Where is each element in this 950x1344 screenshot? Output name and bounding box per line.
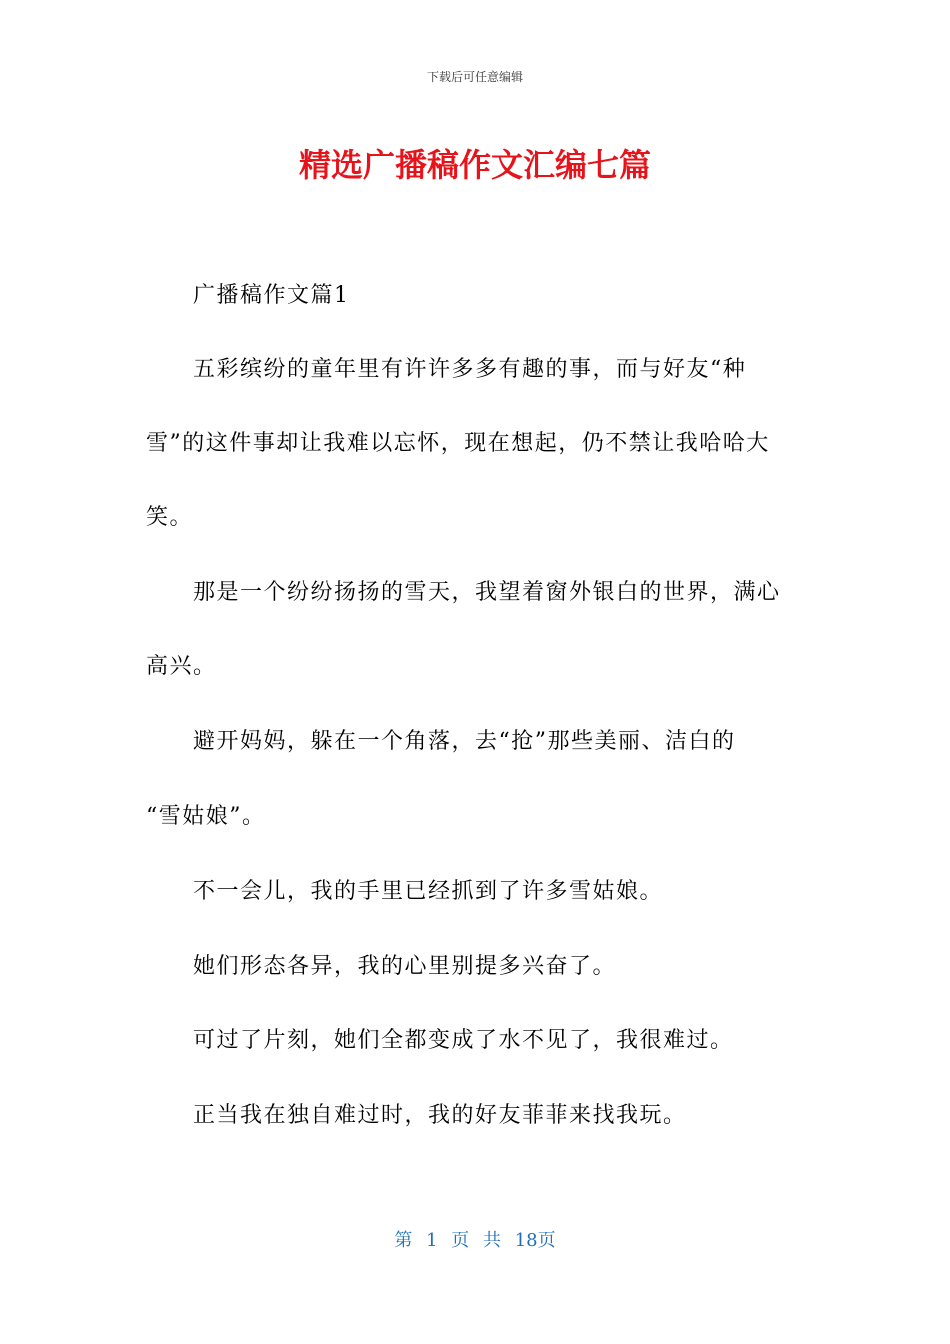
paragraph-line: 可过了片刻，她们全都变成了水不见了，我很难过。 [193, 1028, 734, 1053]
paragraph-line: 高兴。 [146, 654, 217, 679]
paragraph-line: 正当我在独自难过时，我的好友菲菲来找我玩。 [193, 1103, 687, 1128]
paragraph-line: 雪”的这件事却让我难以忘怀，现在想起，仍不禁让我哈哈大 [146, 431, 770, 456]
paragraph-line: 五彩缤纷的童年里有许许多多有趣的事，而与好友“种 [193, 357, 747, 382]
paragraph-line: 笑。 [146, 505, 194, 530]
section-heading: 广播稿作文篇1 [193, 283, 350, 308]
paragraph-line: “雪姑娘”。 [146, 804, 266, 829]
document-title: 精选广播稿作文汇编七篇 [298, 146, 651, 184]
paragraph-line: 那是一个纷纷扬扬的雪天，我望着窗外银白的世界，满心 [193, 580, 781, 605]
header-note: 下载后可任意编辑 [426, 70, 523, 84]
paragraph-line: 不一会儿，我的手里已经抓到了许多雪姑娘。 [193, 879, 664, 904]
page-footer: 第 1 页 共 18页 [394, 1230, 556, 1251]
paragraph-line: 避开妈妈，躲在一个角落，去“抢”那些美丽、洁白的 [193, 729, 736, 754]
paragraph-line: 她们形态各异，我的心里别提多兴奋了。 [193, 954, 617, 979]
